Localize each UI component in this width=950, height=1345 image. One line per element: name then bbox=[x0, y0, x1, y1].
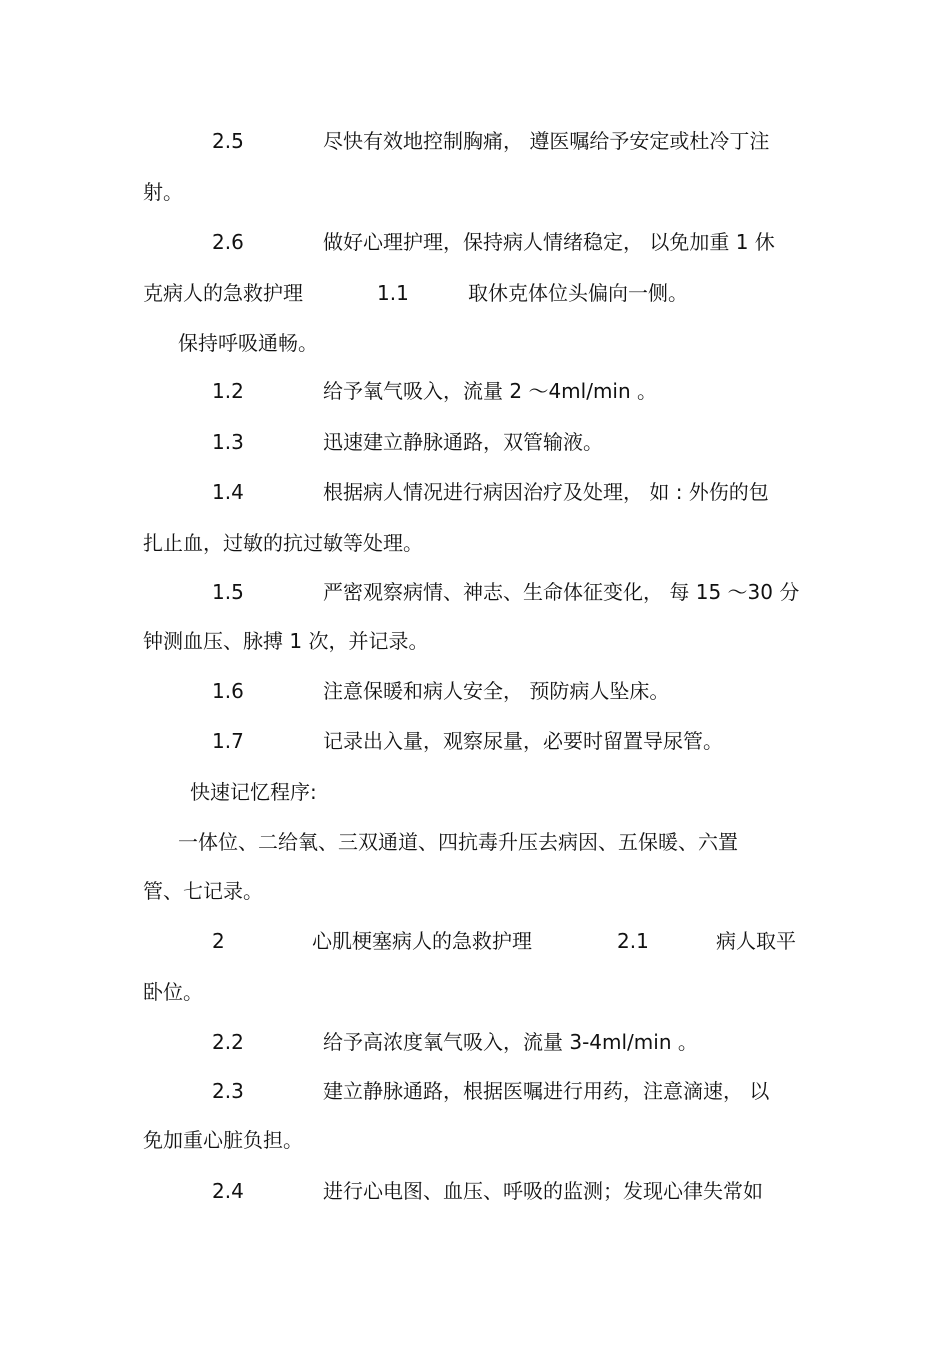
item-number: 1.2 bbox=[212, 379, 244, 403]
memory-aid-text: 管、七记录。 bbox=[143, 879, 263, 903]
paragraph-text: 迅速建立静脉通路，双管输液。 bbox=[323, 430, 603, 454]
memory-aid-heading: 快速记忆程序: bbox=[190, 780, 317, 804]
item-number: 2.6 bbox=[212, 230, 244, 254]
paragraph-text: 取休克体位头偏向一侧。 bbox=[468, 281, 688, 305]
paragraph-text: 注意保暖和病人安全， 预防病人坠床。 bbox=[323, 679, 670, 703]
memory-aid-text: 一体位、二给氧、三双通道、四抗毒升压去病因、五保暖、六置 bbox=[178, 830, 738, 854]
item-number: 1.1 bbox=[377, 281, 409, 305]
item-number: 2.5 bbox=[212, 129, 244, 153]
item-number: 1.6 bbox=[212, 679, 244, 703]
paragraph-continuation: 免加重心脏负担。 bbox=[143, 1128, 303, 1152]
paragraph-text: 进行心电图、血压、呼吸的监测；发现心律失常如 bbox=[323, 1179, 763, 1203]
item-number: 2.1 bbox=[617, 929, 649, 953]
item-number: 1.5 bbox=[212, 580, 244, 604]
item-number: 2.4 bbox=[212, 1179, 244, 1203]
paragraph-continuation: 钟测血压、脉搏 1 次，并记录。 bbox=[143, 629, 429, 653]
paragraph-continuation: 扎止血，过敏的抗过敏等处理。 bbox=[143, 531, 423, 555]
paragraph-text: 根据病人情况进行病因治疗及处理， 如 : 外伤的包 bbox=[323, 480, 769, 504]
paragraph-text: 给予氧气吸入，流量 2 ～4ml/min 。 bbox=[323, 379, 658, 403]
paragraph-text: 严密观察病情、神志、生命体征变化， 每 15 ～30 分 bbox=[323, 580, 800, 604]
item-number: 1.3 bbox=[212, 430, 244, 454]
item-number: 2.2 bbox=[212, 1030, 244, 1054]
paragraph-continuation: 保持呼吸通畅。 bbox=[178, 331, 318, 355]
paragraph-continuation: 卧位。 bbox=[143, 980, 203, 1004]
section-number: 2 bbox=[212, 929, 225, 953]
paragraph-text: 尽快有效地控制胸痛， 遵医嘱给予安定或杜冷丁注 bbox=[323, 129, 770, 153]
paragraph-text: 记录出入量，观察尿量，必要时留置导尿管。 bbox=[323, 729, 723, 753]
paragraph-continuation: 射。 bbox=[143, 180, 183, 204]
item-number: 1.7 bbox=[212, 729, 244, 753]
paragraph-text: 建立静脉通路，根据医嘱进行用药，注意滴速， 以 bbox=[323, 1079, 770, 1103]
section-heading-text: 心肌梗塞病人的急救护理 bbox=[312, 929, 532, 953]
section-heading-text: 克病人的急救护理 bbox=[143, 281, 303, 305]
paragraph-text: 做好心理护理，保持病人情绪稳定， 以免加重 1 休 bbox=[323, 230, 775, 254]
paragraph-text: 病人取平 bbox=[716, 929, 796, 953]
item-number: 1.4 bbox=[212, 480, 244, 504]
paragraph-text: 给予高浓度氧气吸入，流量 3-4ml/min 。 bbox=[323, 1030, 698, 1054]
item-number: 2.3 bbox=[212, 1079, 244, 1103]
